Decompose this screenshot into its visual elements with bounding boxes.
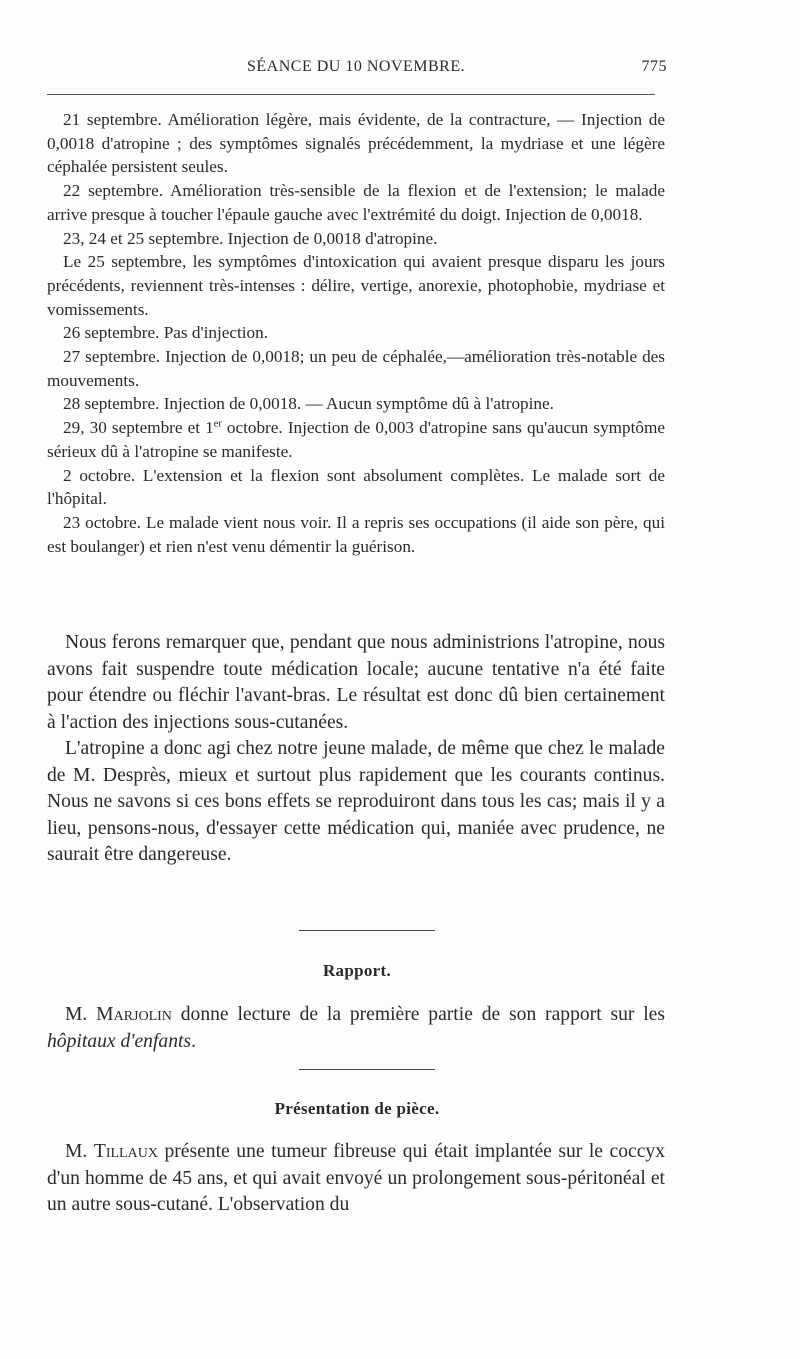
- discussion: [47, 630, 665, 869]
- obs-entry: 27 septembre. Injection de 0,0018; un peu de céphalée,—amélioration très-notable des mouvements.: [47, 347, 665, 390]
- page-number: 775: [641, 58, 667, 75]
- obs-entry: 21 septembre. Amélioration légère, mais évidente, de la contracture, — Injection de 0,0018 d'atropine ; des symptômes signalés précédemment, la mydriase et une légère céphalée persistent seules.: [47, 110, 665, 177]
- running-header: [47, 58, 667, 82]
- obs-entry: Le 25 septembre, les symptômes d'intoxication qui avaient presque disparu les jours précédents, reviennent très-intenses : délire, vertige, anorexie, photophobie, mydriase et vomissements.: [47, 252, 665, 319]
- section-heading-piece: Présentation de pièce.: [274, 1099, 440, 1118]
- rapport-paragraph: M. Marjolin donne lecture de la première partie de son rapport sur les hôpitaux d'enfants.: [47, 1004, 665, 1052]
- obs-entry: 22 septembre. Amélioration très-sensible de la flexion et de l'extension; le malade arrive presque à toucher l'épaule gauche avec l'extrémité du doigt. Injection de 0,0018.: [47, 181, 665, 224]
- obs-entry: 28 septembre. Injection de 0,0018. — Aucun symptôme dû à l'atropine.: [63, 394, 554, 414]
- body-paragraph: Nous ferons remarquer que, pendant que nous administrions l'atropine, nous avons fait suspendre toute médication locale; aucune tentative n'a été faite pour étendre ou fléchir l'avant-bras. Le résultat est donc dû bien certainement à l'action des injections sous-cutanées.: [47, 632, 665, 733]
- obs-entry: 2 octobre. L'extension et la flexion sont absolument complètes. Le malade sort de l'hôpital.: [47, 465, 665, 509]
- author-name: Marjolin: [96, 1004, 172, 1025]
- section-heading-rapport: Rapport.: [322, 961, 392, 980]
- observation-notes: [47, 108, 665, 558]
- header-rule: [47, 94, 655, 95]
- running-title: SÉANCE DU 10 NOVEMBRE.: [247, 58, 466, 75]
- author-name: Tillaux: [93, 1141, 158, 1162]
- piece-paragraph: M. Tillaux présente une tumeur fibreuse qui était implantée sur le coccyx d'un homme de 45 ans, et qui avait envoyé un prolongement sous-péritonéal et un autre sous-cutané. L'observation du: [47, 1141, 665, 1215]
- obs-entry: 29, 30 septembre et 1er octobre. Injection de 0,003 d'atropine sans qu'aucun symptôme sérieux dû à l'atropine se manifeste.: [47, 418, 665, 461]
- body-paragraph: L'atropine a donc agi chez notre jeune malade, de même que chez le malade de M. Desprès, mieux et surtout plus rapidement que les courants continus. Nous ne savons si ces bons effets se reproduiront dans tous les cas; mais il y a lieu, pensons-nous, d'essayer cette médication qui, maniée avec prudence, ne saurait être dangereuse.: [47, 738, 665, 865]
- obs-entry: 23, 24 et 25 septembre. Injection de 0,0018 d'atropine.: [63, 228, 438, 248]
- section-divider: [299, 930, 435, 931]
- section-divider: [299, 1069, 435, 1070]
- obs-entry: 26 septembre. Pas d'injection.: [63, 323, 269, 343]
- obs-entry: 23 octobre. Le malade vient nous voir. Il a repris ses occupations (il aide son père, qui est boulanger) et rien n'est venu démentir la guérison.: [47, 512, 665, 556]
